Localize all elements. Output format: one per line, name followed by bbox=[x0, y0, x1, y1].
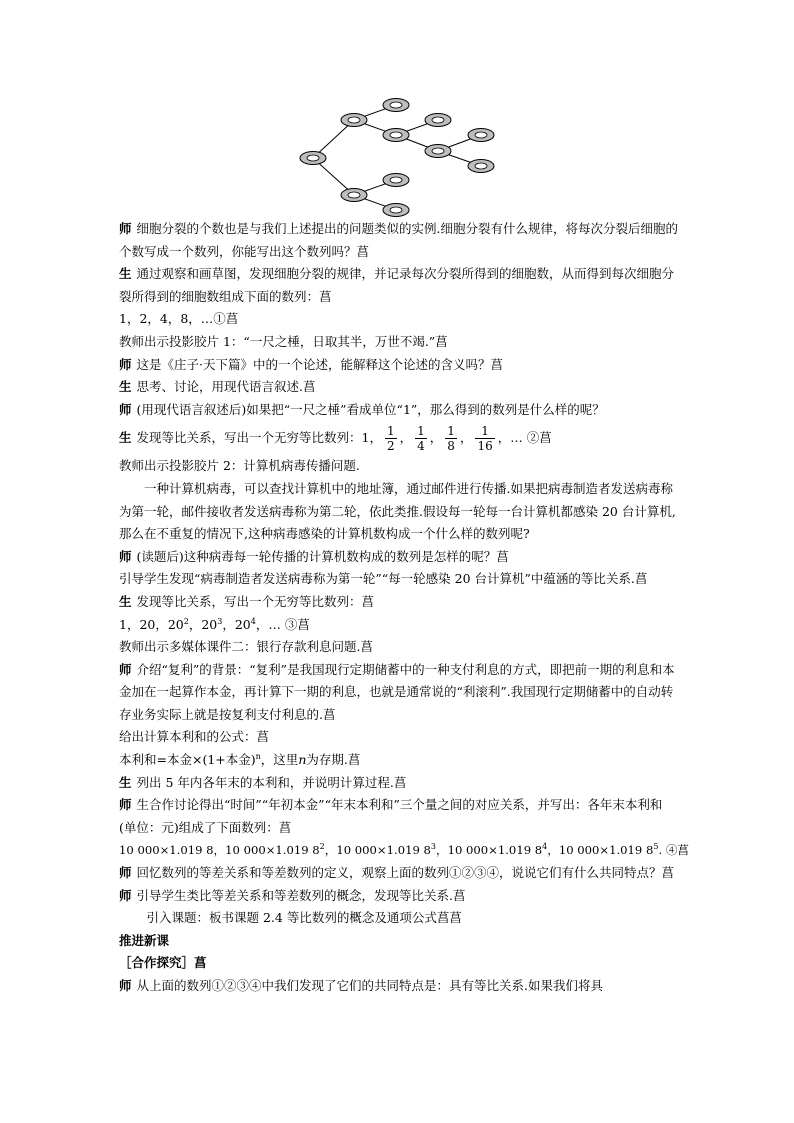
paragraph-five-years bbox=[119, 772, 679, 795]
sequence-1: 1，2，4，8，…①菖 bbox=[119, 311, 239, 327]
paragraph-common-feature bbox=[119, 975, 679, 998]
speaker-teacher: 师 bbox=[119, 797, 132, 813]
paragraph-topic: 引入课题：板书课题 2.4 等比数列的概念及通项公式菖菖 bbox=[146, 910, 462, 926]
courseware-2: 教师出示多媒体课件二：银行存款利息问题.菖 bbox=[119, 639, 373, 655]
text: 这是《庄子·天下篇》中的一个论述，能解释这个论述的含义吗？菖 bbox=[136, 356, 503, 372]
cell bbox=[300, 152, 326, 165]
cell bbox=[468, 160, 494, 173]
cell bbox=[341, 114, 367, 127]
paragraph-virus-answer bbox=[119, 591, 679, 614]
speaker-student: 生 bbox=[119, 430, 132, 446]
paragraph-cell-answer bbox=[119, 263, 679, 308]
text: 细胞分裂的个数也是与我们上述提出的问题类似的实例.细胞分裂有什么规律，将每次分裂后细胞的个数写成一个数列，你能写出这个数列吗？菖 bbox=[119, 221, 678, 259]
text: 思考、讨论，用现代语言叙述.菖 bbox=[136, 379, 316, 395]
speaker-teacher: 师 bbox=[119, 887, 132, 903]
paragraph-cell-question bbox=[119, 218, 679, 263]
fraction: $\frac{1}{2}$ bbox=[386, 424, 395, 454]
paragraph-formula-intro: 给出计算本利和的公式：菖 bbox=[119, 729, 270, 745]
slide-2: 教师出示投影胶片 2：计算机病毒传播问题. bbox=[119, 458, 360, 474]
speaker-student: 生 bbox=[119, 266, 132, 282]
text: (读题后)这种病毒每一轮传播的计算机数构成的数列是怎样的呢？菖 bbox=[136, 548, 509, 564]
text: 列出 5 年内各年末的本利和，并说明计算过程.菖 bbox=[136, 774, 407, 790]
cell bbox=[383, 204, 409, 217]
text: 回忆数列的等差关系和等差数列的定义，观察上面的数列①②③④，说说它们有什么共同特点？菖 bbox=[136, 865, 675, 881]
speaker-teacher: 师 bbox=[119, 548, 132, 564]
speaker-student: 生 bbox=[119, 593, 132, 609]
cell bbox=[425, 114, 451, 127]
text: 生合作讨论得出“时间”“年初本金”“年末本利和”三个量之间的对应关系，并写出：各年末本利和(单位：元)组成了下面数列：菖 bbox=[119, 797, 663, 835]
explore-heading: ［合作探究］菖 bbox=[119, 955, 207, 971]
sequence-2: 生 发现等比关系，写出一个无穷等比数列：1， $\frac{1}{2}$ ， $\frac{1}{4}$ ， $\frac{1}{8}$ ， $\frac{1}{16}$ ，… ②菖 bbox=[119, 424, 552, 454]
speaker-student: 生 bbox=[119, 379, 132, 395]
sequence-3: 1，20，$20^2$，$20^3$，$20^4$，… ③菖 bbox=[119, 616, 310, 632]
cell bbox=[383, 129, 409, 142]
cell bbox=[468, 129, 494, 142]
paragraph-zhuangzi bbox=[119, 354, 679, 377]
fraction: $\frac{1}{8}$ bbox=[447, 424, 455, 454]
text: 引导学生类比等差关系和等差数列的概念，发现等比关系.菖 bbox=[136, 887, 466, 903]
text: 介绍“复利”的背景：“复利”是我国现行定期储蓄中的一种支付利息的方式，即把前一期的利息和本金加在一起算作本金，再计算下一期的利息，也就是通常说的“利滚利”.我国现行定期储蓄中的自动转存业务实际上就是按复利支付利息的.菖 bbox=[119, 661, 675, 722]
section-heading: 推进新课 bbox=[119, 932, 170, 948]
cell bbox=[341, 189, 367, 202]
paragraph-unit bbox=[119, 399, 679, 422]
speaker-teacher: 师 bbox=[119, 865, 132, 881]
text: ，… ②菖 bbox=[497, 430, 552, 446]
cells bbox=[300, 99, 494, 217]
paragraph-relation bbox=[119, 794, 679, 839]
speaker-student: 生 bbox=[119, 774, 132, 790]
slide-1: 教师出示投影胶片 1：“一尺之棰，日取其半，万世不竭.”菖 bbox=[119, 333, 448, 349]
cell-division-diagram bbox=[296, 92, 516, 222]
text: (用现代语言叙述后)如果把“一尺之棰”看成单位“1”，那么得到的数列是什么样的呢？ bbox=[136, 401, 605, 417]
speaker-teacher: 师 bbox=[119, 356, 132, 372]
paragraph-analogy bbox=[119, 885, 679, 908]
speaker-teacher: 师 bbox=[119, 401, 132, 417]
paragraph-virus-question bbox=[119, 546, 679, 569]
text: 从上面的数列①②③④中我们发现了它们的共同特点是：具有等比关系.如果我们将具 bbox=[136, 978, 603, 993]
fraction: $\frac{1}{4}$ bbox=[417, 424, 425, 454]
fraction: $\frac{1}{16}$ bbox=[477, 424, 493, 454]
text: 发现等比关系，写出一个无穷等比数列：菖 bbox=[136, 593, 375, 609]
cell bbox=[383, 174, 409, 187]
text: 发现等比关系，写出一个无穷等比数列：1， bbox=[136, 430, 382, 446]
paragraph-virus: 一种计算机病毒，可以查找计算机中的地址簿，通过邮件进行传播.如果把病毒制造者发送病毒称为第一轮，邮件接收者发送病毒称为第二轮，依此类推.假设每一轮每一台计算机都感染 20 台计算机,那么在不重复的情况下,这种病毒感染的计算机数构成一个什么样的数列呢? bbox=[119, 480, 676, 542]
cell bbox=[425, 145, 451, 158]
text: 通过观察和画草图，发现细胞分裂的规律，并记录每次分裂所得到的细胞数，从而得到每次细胞分裂所得到的细胞数组成下面的数列：菖 bbox=[119, 266, 675, 304]
sequence-4: 10 000×1.019 8，10 000×1.019 $8^2$，10 000×1.019 $8^3$，10 000×1.019 $8^4$，10 000×1.019 $8^5$. ④菖 bbox=[119, 842, 690, 858]
paragraph-discuss bbox=[119, 376, 679, 399]
cell bbox=[383, 99, 409, 112]
document-body bbox=[119, 218, 690, 998]
speaker-teacher: 师 bbox=[119, 661, 132, 677]
paragraph-review bbox=[119, 862, 679, 885]
speaker-teacher: 师 bbox=[119, 221, 132, 236]
speaker-teacher: 师 bbox=[119, 978, 132, 993]
paragraph-formula: 本利和=本金×(1+本金)$^n$，这里n为存期.菖 bbox=[119, 751, 361, 768]
paragraph-guide: 引导学生发现“病毒制造者发送病毒称为第一轮”“每一轮感染 20 台计算机”中蕴涵的等比关系.菖 bbox=[119, 571, 648, 587]
paragraph-compound-interest bbox=[119, 659, 679, 727]
